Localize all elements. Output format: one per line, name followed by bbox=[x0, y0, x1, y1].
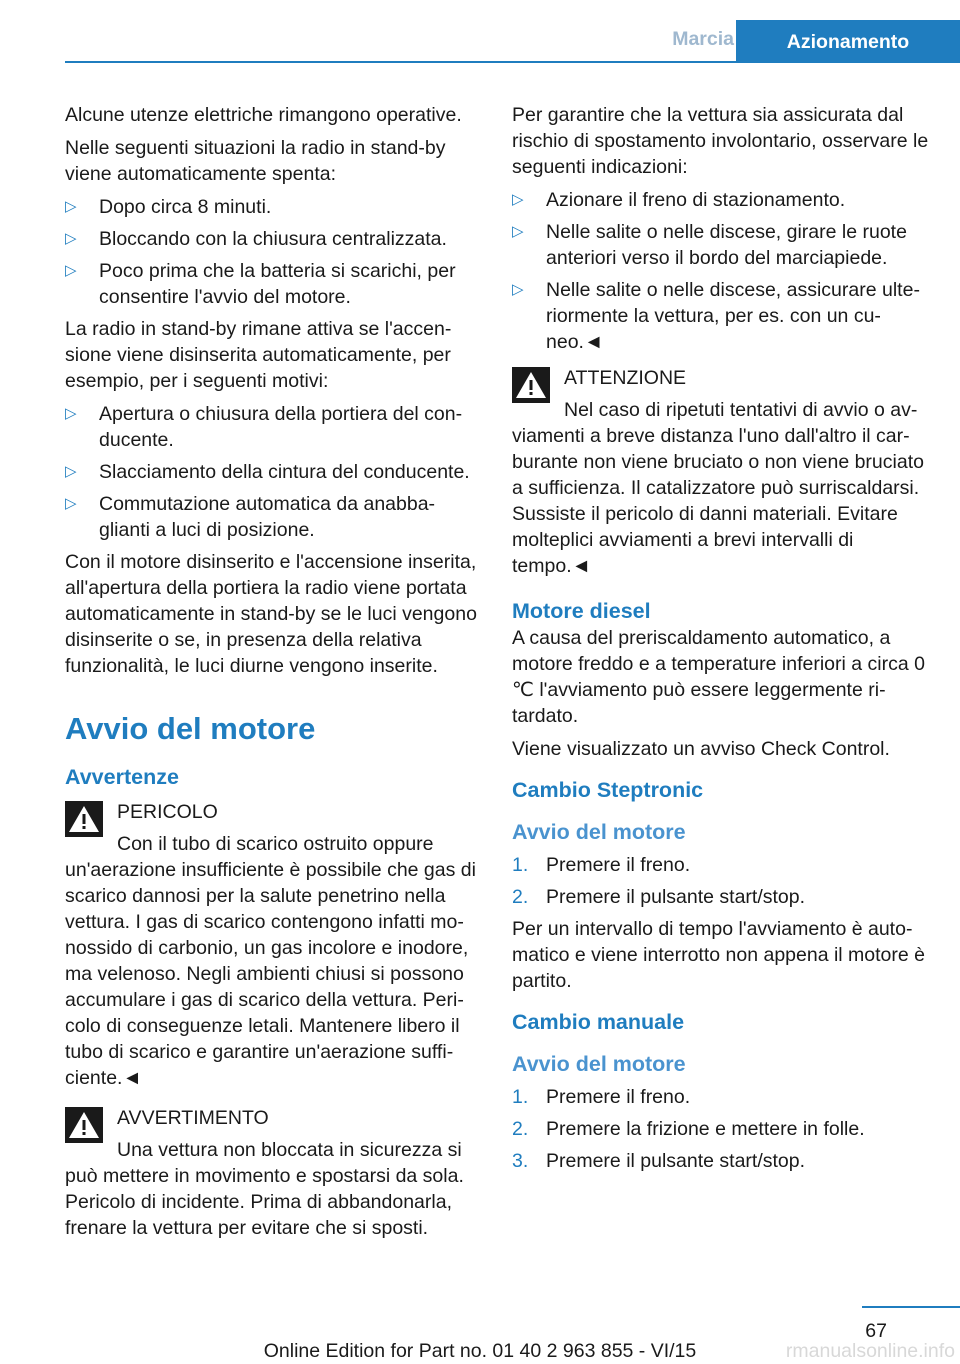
warning-text: Una vettura non bloccata in sicurezza si può mettere in movimento e spostarsi da sola. Pericolo di incidente. Prima di abbandonarla, frenare la vettura per evitare che si sposti. bbox=[65, 1139, 464, 1239]
warning-triangle-icon bbox=[65, 801, 103, 837]
bullet-icon: ▷ bbox=[512, 223, 524, 240]
warning-title: PERICOLO bbox=[117, 801, 218, 823]
section-tab-azionamento[interactable]: Azionamento bbox=[736, 20, 960, 62]
paragraph: La radio in stand-by rimane attiva se l'accensione viene disinserita automaticamente, per esempio, per i seguenti motivi: bbox=[65, 318, 452, 392]
list-item: ▷ Nelle salite o nelle discese, assicurare ulteriormente la vettura, per es. con un cuneo.◄ bbox=[512, 279, 920, 353]
step-item: 3. Premere il pulsante start/stop. bbox=[512, 1150, 806, 1172]
left-column bbox=[65, 102, 477, 1251]
warning-title: ATTENZIONE bbox=[564, 367, 687, 389]
paragraph: Viene visualizzato un avviso Check Control. bbox=[512, 738, 890, 760]
list-item: ▷ Commutazione automatica da anabbaglianti a luci di posizione. bbox=[65, 493, 436, 541]
step-item: 1. Premere il freno. bbox=[512, 1086, 691, 1108]
watermark: rmanualsonline.info bbox=[785, 1340, 955, 1362]
subsection-heading: Motore diesel bbox=[512, 599, 651, 623]
paragraph: Con il motore disinserito e l'accensione inserita, all'apertura della portiera la radio viene portata automaticamente in stand-by se le luci vengono disinserite o se, in presenza della relativa funzionalità, le luci diurne vengono inserite. bbox=[65, 551, 477, 677]
bullet-icon: ▷ bbox=[65, 198, 77, 215]
list-item: ▷ Nelle salite o nelle discese, girare le ruote anteriori verso il bordo del marciapiede. bbox=[512, 221, 907, 269]
list-item: ▷ Slacciamento della cintura del conducente. bbox=[65, 461, 470, 483]
warning-text: Nel caso di ripetuti tentativi di avvio o avviamenti a breve distanza l'uno dall'altro il carburante non viene bruciato o non viene bruciato a sufficienza. Il catalizzatore può surriscaldarsi. Sussiste il pericolo di danni materiali. Evitare molteplici avviamenti a brevi intervalli di tempo.◄ bbox=[512, 399, 924, 577]
step-item: 2. Premere la frizione e mettere in folle. bbox=[512, 1118, 865, 1140]
paragraph: Per un intervallo di tempo l'avviamento è automatico e viene interrotto non appena il motore è partito. bbox=[512, 918, 925, 992]
section-heading: Avvio del motore bbox=[65, 711, 316, 746]
bullet-icon: ▷ bbox=[65, 262, 77, 279]
page-header bbox=[65, 0, 960, 62]
list-item: ▷ Azionare il freno di stazionamento. bbox=[512, 189, 846, 211]
warning-triangle-icon bbox=[65, 1107, 103, 1143]
step-number: 1. bbox=[512, 854, 529, 876]
paragraph: Alcune utenze elettriche rimangono operative. bbox=[65, 104, 462, 126]
step-item: 2. Premere il pulsante start/stop. bbox=[512, 886, 806, 908]
bullet-icon: ▷ bbox=[65, 405, 77, 422]
bullet-icon: ▷ bbox=[512, 281, 524, 298]
step-number: 2. bbox=[512, 886, 529, 908]
subsubsection-heading: Avvio del motore bbox=[512, 1052, 686, 1076]
bullet-icon: ▷ bbox=[65, 463, 77, 480]
list-item: ▷ Poco prima che la batteria si scarichi, per consentire l'avvio del motore. bbox=[65, 260, 456, 308]
bullet-icon: ▷ bbox=[65, 230, 77, 247]
edition-footer: Online Edition for Part no. 01 40 2 963 855 - VI/15 bbox=[263, 1340, 697, 1362]
header-rule bbox=[65, 61, 960, 63]
warning-text: Con il tubo di scarico ostruito oppure un'aerazione insufficiente è possibile che gas di scarico dannosi per la salute penetrino nella vettura. I gas di scarico contengono infatti monossido di carbonio, un gas incolore e inodore, ma velenoso. Negli ambienti chiusi si possono accumulare i gas di scarico della vettura. Pericolo di conseguenze letali. Mantenere libero il tubo di scarico e garantire un'aerazione sufficiente.◄ bbox=[65, 833, 476, 1089]
subsubsection-heading: Avvio del motore bbox=[512, 820, 686, 844]
step-number: 3. bbox=[512, 1150, 529, 1172]
step-number: 1. bbox=[512, 1086, 529, 1108]
warning-title: AVVERTIMENTO bbox=[117, 1107, 269, 1129]
list-item: ▷ Bloccando con la chiusura centralizzata. bbox=[65, 228, 447, 250]
warning-box-caution bbox=[65, 1105, 477, 1241]
step-number: 2. bbox=[512, 1118, 529, 1140]
bullet-icon: ▷ bbox=[65, 495, 77, 512]
list-item: ▷ Dopo circa 8 minuti. bbox=[65, 196, 272, 218]
warning-box-attention bbox=[512, 365, 930, 579]
right-column bbox=[512, 102, 930, 1180]
paragraph: Per garantire che la vettura sia assicurata dal rischio di spostamento involontario, osservare le seguenti indicazioni: bbox=[512, 104, 929, 178]
subsection-heading: Avvertenze bbox=[65, 765, 179, 789]
section-tab-marcia[interactable]: Marcia bbox=[672, 28, 734, 50]
paragraph: Nelle seguenti situazioni la radio in stand-by viene automaticamente spenta: bbox=[65, 137, 446, 185]
subsection-heading: Cambio Steptronic bbox=[512, 778, 704, 802]
subsection-heading: Cambio manuale bbox=[512, 1010, 685, 1034]
step-item: 1. Premere il freno. bbox=[512, 854, 691, 876]
warning-box-danger bbox=[65, 799, 477, 1091]
list-item: ▷ Apertura o chiusura della portiera del conducente. bbox=[65, 403, 463, 451]
warning-triangle-icon bbox=[512, 367, 550, 403]
page-number: 67 bbox=[865, 1320, 887, 1342]
footer-rule bbox=[862, 1306, 960, 1308]
paragraph: A causa del preriscaldamento automatico, a motore freddo e a temperature inferiori a circa 0 ℃ l'avviamento può essere leggermente ritardato. bbox=[512, 627, 925, 727]
bullet-icon: ▷ bbox=[512, 191, 524, 208]
